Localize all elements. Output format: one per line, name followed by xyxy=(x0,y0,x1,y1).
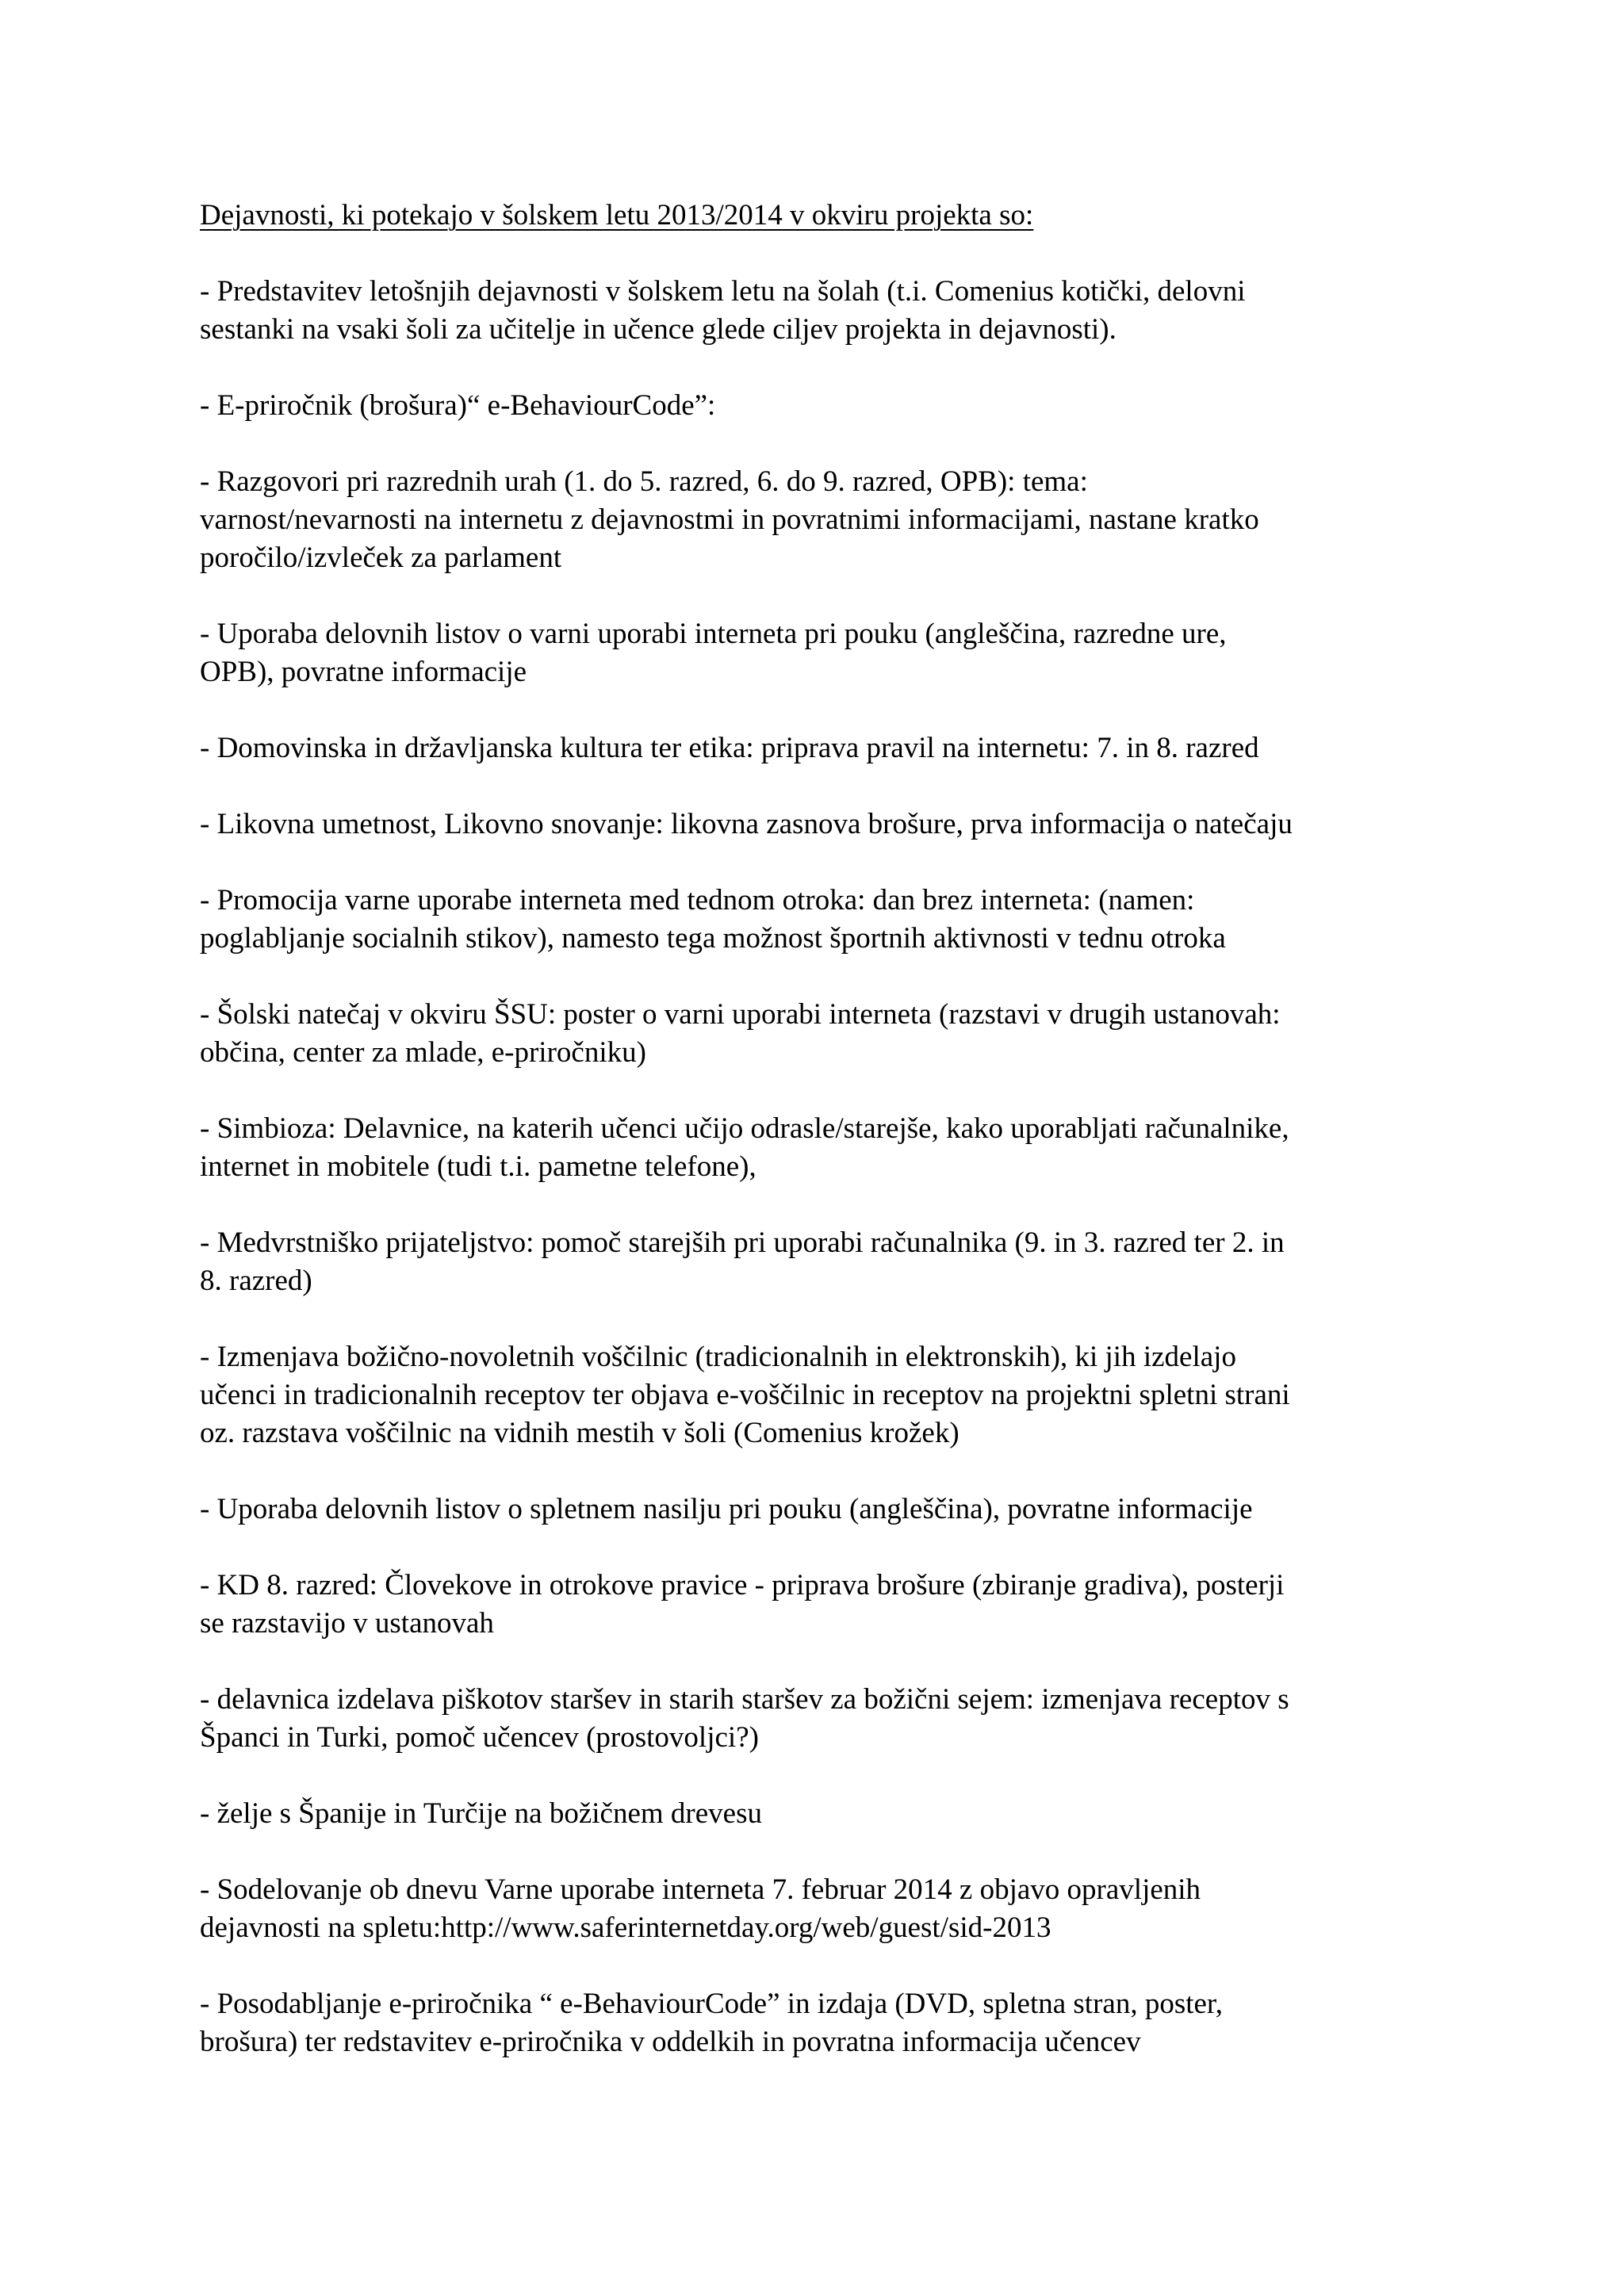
activity-line: - KD 8. razred: Človekove in otrokove pravice - priprava brošure (zbiranje gradiva), posterji xyxy=(200,1569,1285,1601)
activity-line: - želje s Španije in Turčije na božičnem drevesu xyxy=(200,1797,762,1830)
activity-line: - Uporaba delovnih listov o spletnem nasilju pri pouku (angleščina), povratne informacije xyxy=(200,1493,1253,1525)
activity-line: učenci in tradicionalnih receptov ter objava e-voščilnic in receptov na projektni spletni strani xyxy=(200,1379,1290,1411)
activity-line: - Promocija varne uporabe interneta med tednom otroka: dan brez interneta: (namen: xyxy=(200,884,1195,916)
activity-line: - Predstavitev letošnjih dejavnosti v šolskem letu na šolah (t.i. Comenius kotički, delovni xyxy=(200,275,1246,308)
activity-item xyxy=(200,615,1437,691)
activity-line: - Sodelovanje ob dnevu Varne uporabe interneta 7. februar 2014 z objavo opravljenih xyxy=(200,1873,1201,1906)
document-body xyxy=(200,197,1437,2099)
activity-line: - delavnica izdelava piškotov staršev in starih staršev za božični sejem: izmenjava receptov s xyxy=(200,1683,1289,1716)
activity-line: se razstavijo v ustanovah xyxy=(200,1607,494,1640)
activity-line: - Domovinska in državljanska kultura ter etika: priprava pravil na internetu: 7. in 8. razred xyxy=(200,732,1259,764)
activity-item xyxy=(200,1567,1437,1643)
activity-line: internet in mobitele (tudi t.i. pametne telefone), xyxy=(200,1150,756,1183)
activity-line: - Šolski natečaj v okviru ŠSU: poster o varni uporabi interneta (razstavi v drugih ustanovah: xyxy=(200,998,1281,1031)
activity-line: - Simbioza: Delavnice, na katerih učenci učijo odrasle/starejše, kako uporabljati računalnike, xyxy=(200,1112,1289,1145)
activity-item xyxy=(200,1224,1437,1300)
activity-line: občina, center za mlade, e-priročniku) xyxy=(200,1036,646,1069)
activity-item xyxy=(200,1490,1437,1529)
activity-line: 8. razred) xyxy=(200,1265,312,1297)
activity-item xyxy=(200,1795,1437,1833)
activity-line: - Uporaba delovnih listov o varni uporabi interneta pri pouku (angleščina, razredne ure, xyxy=(200,618,1227,650)
activity-item xyxy=(200,387,1437,425)
activity-item xyxy=(200,1110,1437,1186)
activity-line: OPB), povratne informacije xyxy=(200,656,527,688)
activity-item xyxy=(200,1871,1437,1947)
activity-item xyxy=(200,273,1437,349)
activity-line: - Medvrstniško prijateljstvo: pomoč starejših pri uporabi računalnika (9. in 3. razred ter 2. in xyxy=(200,1226,1285,1259)
activity-line: Španci in Turki, pomoč učencev (prostovoljci?) xyxy=(200,1721,759,1754)
activity-line: - E-priročnik (brošura)“ e-BehaviourCode”: xyxy=(200,389,716,422)
activity-line: sestanki na vsaki šoli za učitelje in učence glede ciljev projekta in dejavnosti). xyxy=(200,313,1116,346)
activity-line: - Likovna umetnost, Likovno snovanje: likovna zasnova brošure, prva informacija o natečaju xyxy=(200,808,1293,840)
activity-line: poročilo/izvleček za parlament xyxy=(200,541,562,574)
activity-item xyxy=(200,1985,1437,2061)
activity-line: varnost/nevarnosti na internetu z dejavnostmi in povratnimi informacijami, nastane kratko xyxy=(200,503,1259,536)
activity-item xyxy=(200,806,1437,844)
activity-item xyxy=(200,996,1437,1072)
activity-item xyxy=(200,1681,1437,1757)
activity-line: dejavnosti na spletu:http://www.saferinternetday.org/web/guest/sid-2013 xyxy=(200,1911,1051,1944)
activity-line: poglabljanje socialnih stikov), namesto tega možnost športnih aktivnosti v tednu otroka xyxy=(200,922,1226,955)
activity-item xyxy=(200,1338,1437,1452)
activity-line: oz. razstava voščilnic na vidnih mestih v šoli (Comenius krožek) xyxy=(200,1417,959,1449)
activity-line: - Izmenjava božično-novoletnih voščilnic (tradicionalnih in elektronskih), ki jih izdelajo xyxy=(200,1341,1236,1373)
activity-item xyxy=(200,882,1437,958)
activity-line: - Razgovori pri razrednih urah (1. do 5. razred, 6. do 9. razred, OPB): tema: xyxy=(200,465,1088,498)
activity-line: - Posodabljanje e-priročnika “ e-BehaviourCode” in izdaja (DVD, spletna stran, poster, xyxy=(200,1988,1224,2020)
activity-line: brošura) ter redstavitev e-priročnika v oddelkih in povratna informacija učencev xyxy=(200,2026,1141,2058)
document-title: Dejavnosti, ki potekajo v šolskem letu 2013/2014 v okviru projekta so: xyxy=(200,199,1034,232)
activity-item xyxy=(200,729,1437,767)
activity-item xyxy=(200,463,1437,577)
